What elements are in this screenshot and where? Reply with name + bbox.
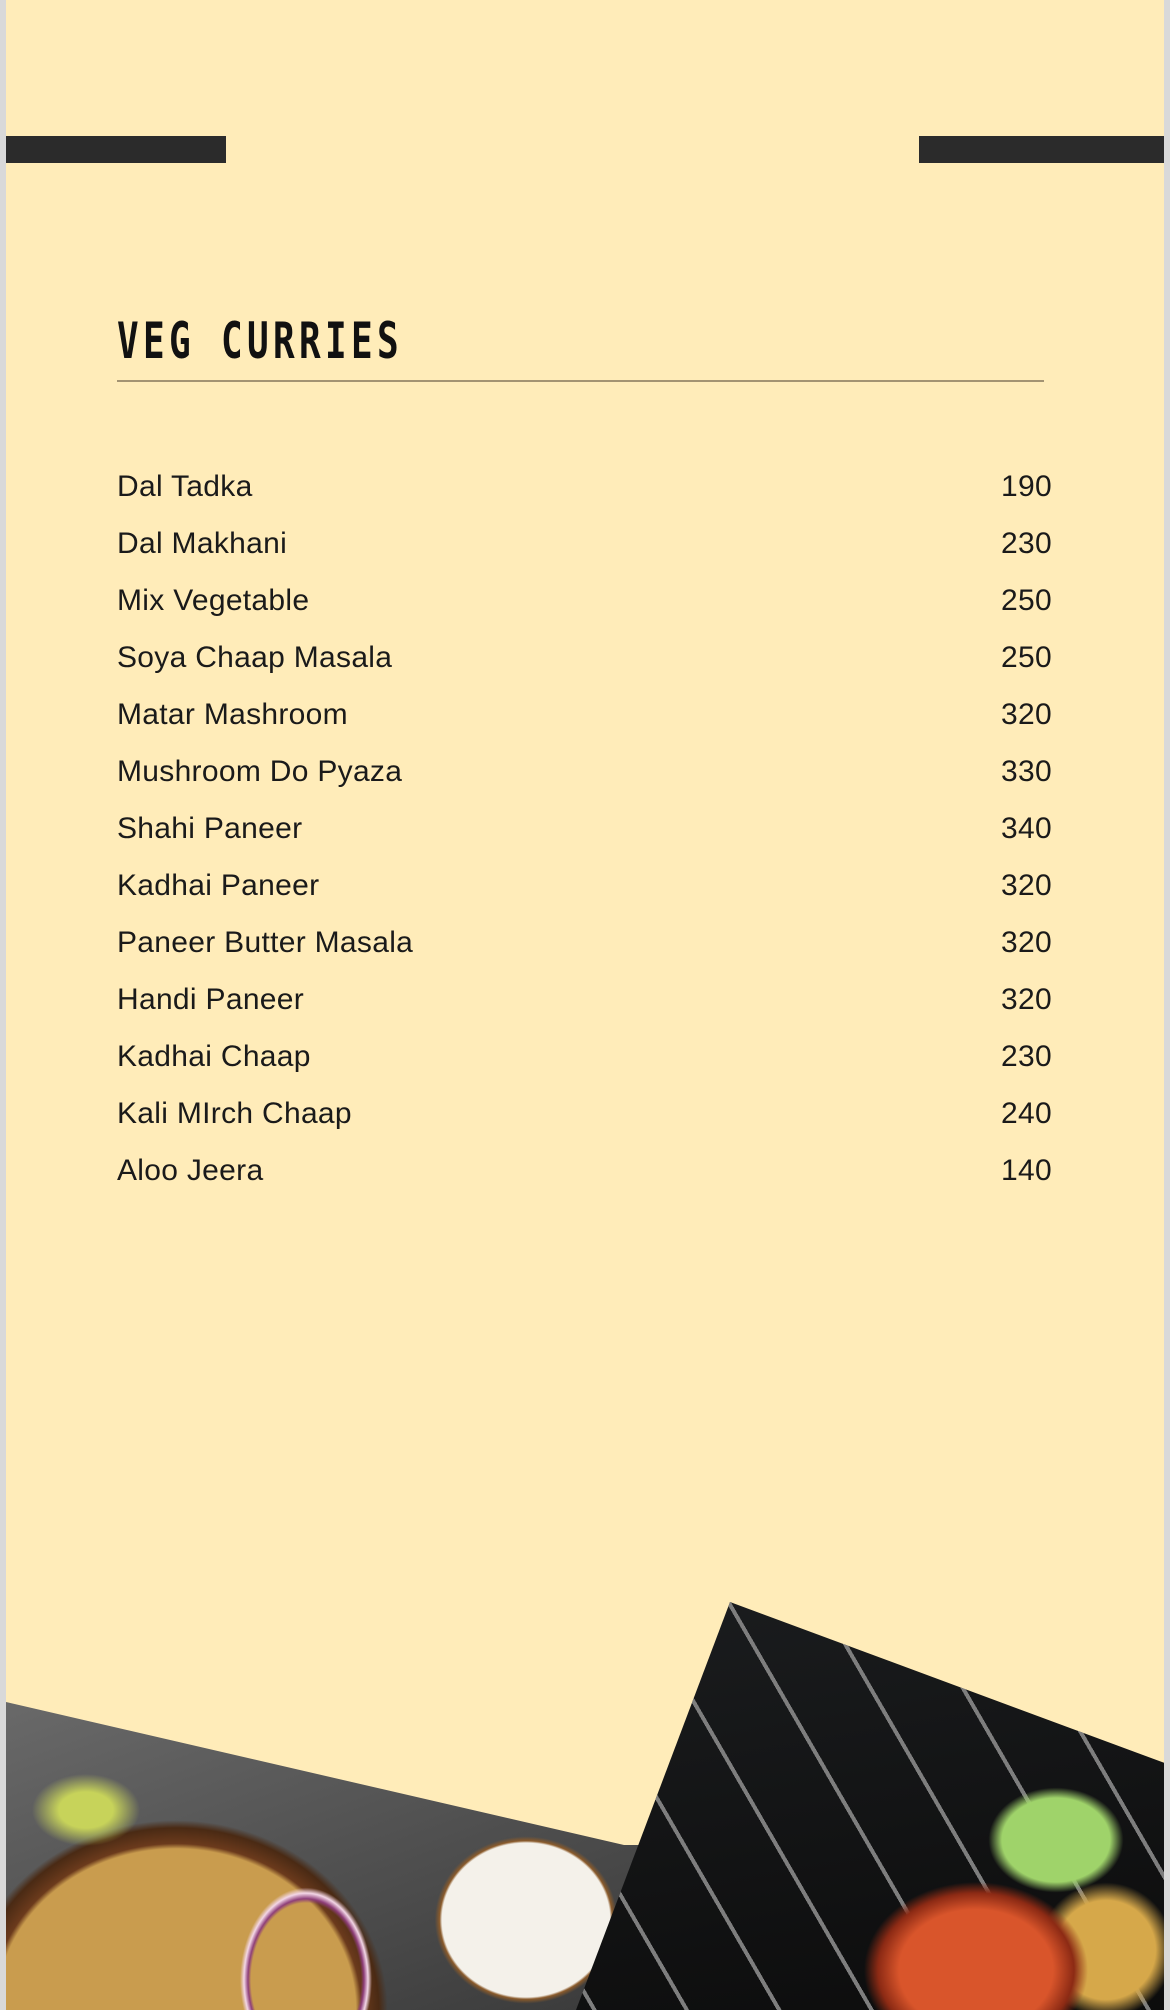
menu-list	[117, 458, 1052, 1199]
item-price: 320	[1001, 868, 1052, 902]
item-name: Mushroom Do Pyaza	[117, 754, 403, 788]
item-price: 340	[1001, 811, 1052, 845]
menu-item	[117, 800, 1052, 857]
item-price: 250	[1001, 640, 1052, 674]
item-name: Kali MIrch Chaap	[117, 1096, 352, 1130]
item-price: 320	[1001, 925, 1052, 959]
item-name: Dal Makhani	[117, 526, 288, 560]
menu-item	[117, 914, 1052, 971]
item-name: Soya Chaap Masala	[117, 640, 393, 674]
item-name: Kadhai Chaap	[117, 1039, 311, 1073]
decorative-bar-left	[6, 136, 226, 163]
item-price: 250	[1001, 583, 1052, 617]
menu-item	[117, 629, 1052, 686]
item-price: 240	[1001, 1096, 1052, 1130]
item-name: Matar Mashroom	[117, 697, 348, 731]
item-price: 320	[1001, 982, 1052, 1016]
section-title: VEG CURRIES	[117, 312, 403, 370]
menu-item	[117, 1028, 1052, 1085]
item-name: Handi Paneer	[117, 982, 305, 1016]
item-name: Mix Vegetable	[117, 583, 310, 617]
item-price: 330	[1001, 754, 1052, 788]
menu-item	[117, 971, 1052, 1028]
item-name: Paneer Butter Masala	[117, 925, 414, 959]
menu-item	[117, 515, 1052, 572]
decorative-bar-right	[919, 136, 1164, 163]
item-price: 230	[1001, 1039, 1052, 1073]
menu-page	[6, 0, 1164, 2010]
biryani-photo	[6, 1690, 646, 2010]
menu-item	[117, 572, 1052, 629]
item-price: 320	[1001, 697, 1052, 731]
item-name: Dal Tadka	[117, 469, 253, 503]
menu-item	[117, 743, 1052, 800]
menu-item	[117, 1085, 1052, 1142]
menu-item	[117, 458, 1052, 515]
kebab-skewers-photo	[546, 1590, 1164, 2010]
item-name: Aloo Jeera	[117, 1153, 264, 1187]
menu-item	[117, 857, 1052, 914]
item-name: Shahi Paneer	[117, 811, 303, 845]
menu-item	[117, 1142, 1052, 1199]
title-divider	[117, 380, 1044, 382]
item-price: 140	[1001, 1153, 1052, 1187]
menu-item	[117, 686, 1052, 743]
item-name: Kadhai Paneer	[117, 868, 320, 902]
item-price: 230	[1001, 526, 1052, 560]
item-price: 190	[1001, 469, 1052, 503]
